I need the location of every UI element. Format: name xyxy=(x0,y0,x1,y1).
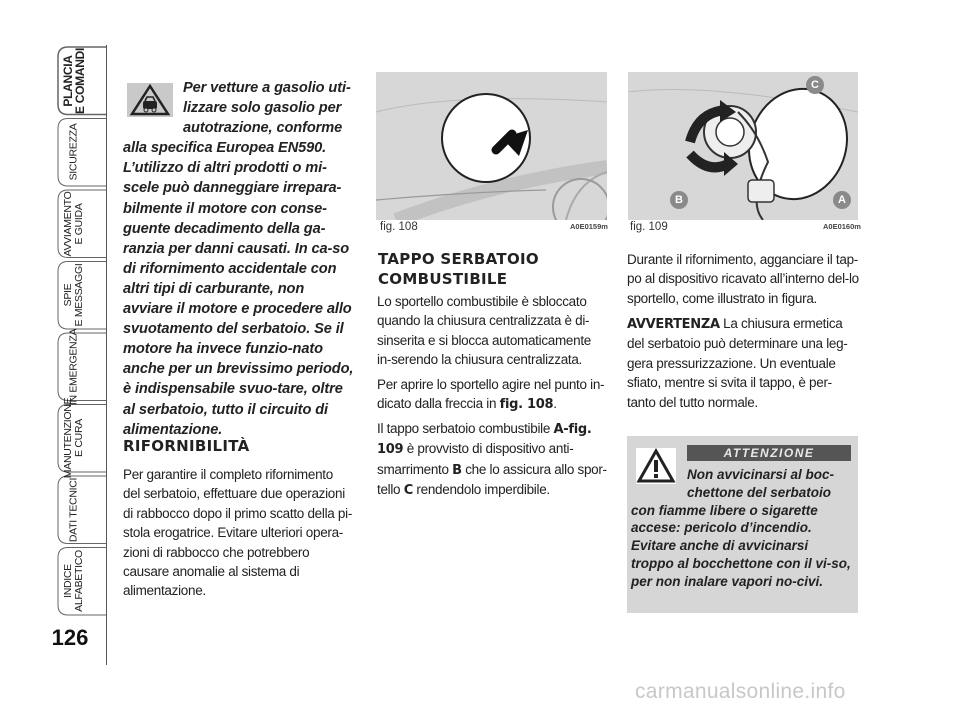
attention-box xyxy=(627,436,858,613)
fig-108-caption: fig. 108 xyxy=(380,221,418,233)
tab-label-line: SICUREZZA xyxy=(67,123,80,181)
attention-header: ATTENZIONE xyxy=(687,445,851,461)
tab-dati-tecnici[interactable] xyxy=(42,474,106,546)
page-number: 126 xyxy=(51,625,89,650)
refuel-instruction-text: Durante il rifornimento, agganciare il tap-po al dispositivo ricavato all’interno del-lo sportello, come illustrato in figura. xyxy=(627,252,859,306)
fig-109-label-b: B xyxy=(670,191,688,209)
fig-109-code: A0E0160m xyxy=(823,222,861,231)
attention-text: Non avvicinarsi al boc-chettone del serbatoio con fiamme libere o sigarette accese: pericolo d’incendio. Evitare anche di avvicinarsi troppo al bocchettone con il vi-so, per non inalare vapori no-civi. xyxy=(631,467,851,589)
rifornibilita-text: Per garantire il completo rifornimento del serbatoio, effettuare due operazioni di rabbocco dopo il primo scatto della pi-stola erogatrice. Evitare ulteriori opera-zioni di rabbocco che potrebbero causare anomalie al sistema di alimentazione. xyxy=(123,467,353,599)
tab-label-line: INDICE xyxy=(62,564,74,599)
tab-label xyxy=(69,329,80,405)
tab-label-line: SPIE xyxy=(62,283,74,307)
tab-label-line: DATI TECNICI xyxy=(67,477,80,542)
tab-label xyxy=(63,398,85,478)
tab-label xyxy=(69,478,80,542)
side-nav xyxy=(28,45,106,665)
tab-indice-alfabetico[interactable] xyxy=(42,546,106,618)
tab-label xyxy=(62,48,86,114)
tab-label xyxy=(63,264,85,327)
diesel-warning-text: Per vetture a gasolio uti-lizzare solo gasolio per autotrazione, conforme alla specifica Europea EN590. L’utilizzo di altri prodotti o mi-scele può danneggiare irrepara-bilmente il motore con conse-guente decadimento della ga-ranzia per danni causati. In ca-so di rifornimento accidentale con altri tipi di carburante, non avviare il motore e procedere allo svuotamento del serbatoio. Se il motore ha invece funzio-nato anche per un brevissimo periodo, è indispensabile svuo-tare, oltre al serbatoio, tutto il circuito di alimentazione. xyxy=(123,80,354,438)
tab-label-line: E CURA xyxy=(73,419,85,458)
watermark: carmanualsonline.info xyxy=(635,680,846,703)
tabs-divider-line xyxy=(106,45,107,665)
fig-108-code: A0E0159m xyxy=(570,222,608,231)
tab-avviamento-e-guida[interactable] xyxy=(42,188,106,260)
tab-label-line: IN EMERGENZA xyxy=(67,328,80,405)
tab-label xyxy=(69,124,80,181)
tab-plancia-e-comandi[interactable] xyxy=(42,45,106,117)
tab-label-line: PLANCIA xyxy=(61,55,75,107)
fig-108-image xyxy=(376,72,607,220)
fig-109-caption: fig. 109 xyxy=(630,221,668,233)
tab-label-line: E MESSAGGI xyxy=(73,263,85,327)
tab-manutenzione-e-cura[interactable] xyxy=(42,398,106,479)
tab-label xyxy=(63,550,85,612)
tappo-paragraph-3: Il tappo serbatoio combustibile A-fig. 109 è provvisto di dispositivo anti-smarrimento B che lo assicura allo spor-tello C rendendolo imperdibile. xyxy=(377,421,607,499)
tab-in-emergenza[interactable] xyxy=(42,328,106,405)
fig-109-label-c: C xyxy=(806,76,824,94)
tab-label xyxy=(63,191,85,256)
tab-label-line: MANUTENZIONE xyxy=(62,398,74,479)
tab-label-line: E GUIDA xyxy=(73,203,85,245)
tab-label-line: AVVIAMENTO xyxy=(62,191,74,257)
tab-label-line: ALFABETICO xyxy=(73,550,85,613)
tappo-paragraph-1: Lo sportello combustibile è sbloccato quando la chiusura centralizzata è di-sinserita e si blocca automaticamente in-serendo la chiusura centralizzata. xyxy=(377,294,592,368)
fig-109-label-a: A xyxy=(833,191,851,209)
avvertenza-paragraph: AVVERTENZA La chiusura ermetica del serbatoio può determinare una leg-gera pressurizzazione. Un eventuale sfiato, mentre si svita il tappo, è per-tanto del tutto normale. xyxy=(627,316,848,410)
tappo-title: TAPPO SERBATOIO COMBUSTIBILE xyxy=(378,250,539,288)
tab-sicurezza[interactable] xyxy=(42,117,106,189)
avvertenza-label: AVVERTENZA xyxy=(627,317,720,332)
rifornibilita-title: RIFORNIBILITÀ xyxy=(123,437,250,455)
tab-label-line: E COMANDI xyxy=(73,47,87,114)
tab-spie-e-messaggi[interactable] xyxy=(42,260,106,332)
tappo-paragraph-2: Per aprire lo sportello agire nel punto in-dicato dalla freccia in fig. 108. xyxy=(377,377,605,413)
fig-109-image xyxy=(628,72,858,220)
